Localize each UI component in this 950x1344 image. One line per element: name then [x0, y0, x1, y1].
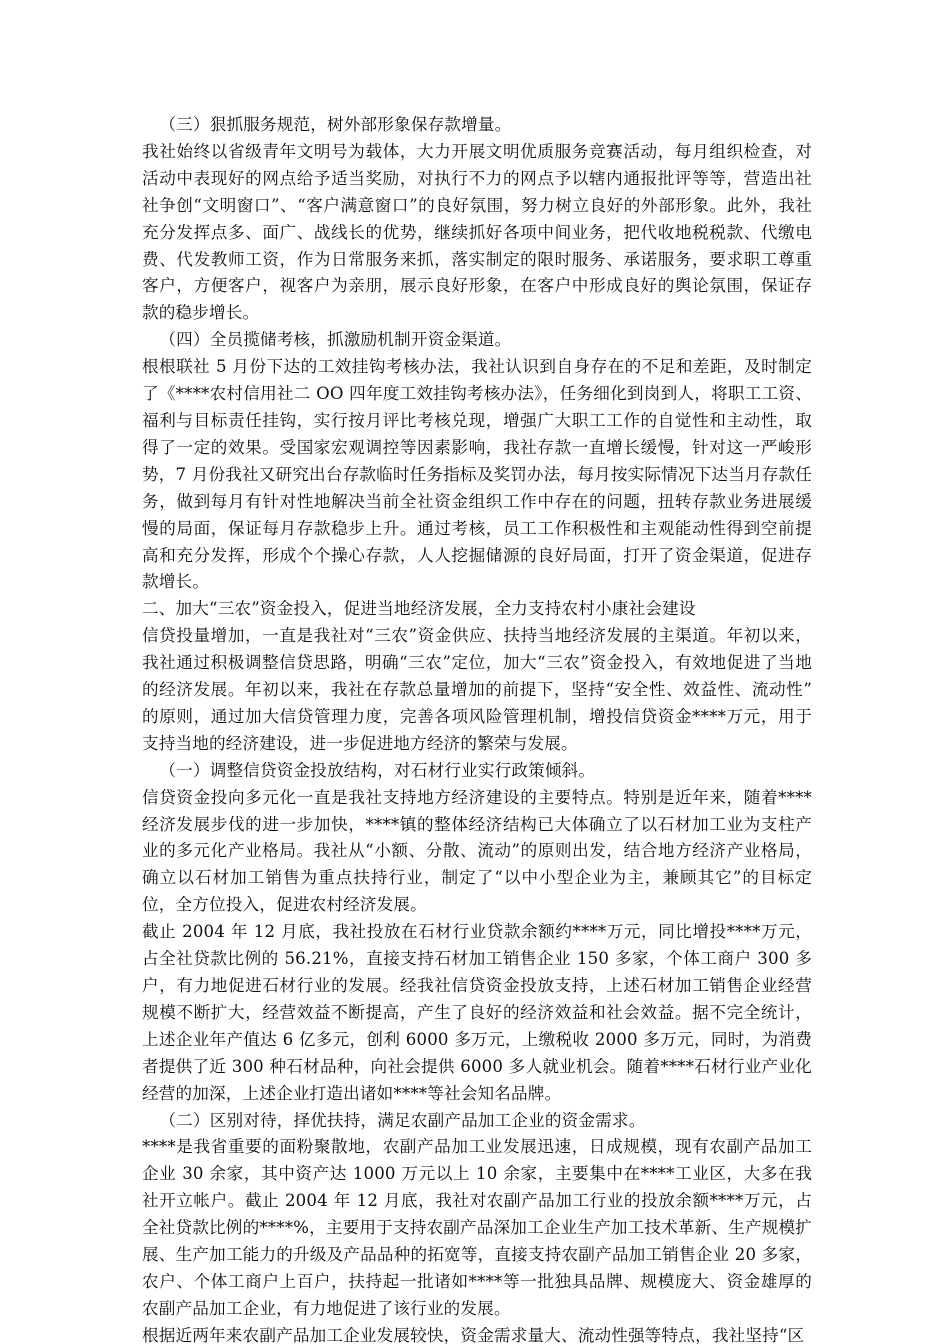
paragraph-heading-section-2: 二、加大“三农”资金投入，促进当地经济发展，全力支持农村小康社会建设 — [142, 599, 696, 619]
paragraph-body-2-2-continued: 根据近两年来农副产品加工企业发展较快，资金需求量大、流动性强等特点，我社坚持“区 — [142, 1325, 805, 1344]
paragraph-body-2-1: 信贷资金投向多元化一直是我社支持地方经济建设的主要特点。特别是近年来，随着****经济发展步伐的进一步加快，****镇的整体经济结构已大体确立了以石材加工业为支柱产业的多元化产业格局。我社从“小额、分散、流动”的原则出发，结合地方经济产业格局，确立以石材加工销售为重点扶持行业，制定了“以中小型企业为主，兼顾其它”的目标定位，全方位投入，促进农村经济发展。 — [142, 787, 812, 915]
paragraph-heading-4: （四）全员揽储考核，抓激励机制开资金渠道。 — [159, 330, 512, 350]
paragraph-heading-2-1: （一）调整信贷资金投放结构，对石材行业实行政策倾斜。 — [159, 760, 596, 780]
paragraph-body-2-1-stats: 截止 2004 年 12 月底，我社投放在石材行业贷款余额约****万元，同比增投****万元，占全社贷款比例的 56.21%，直接支持石材加工销售企业 150 多家，个体工商户 300 多户，有力地促进石材行业的发展。经我社信贷资金投放支持，上述石材加工销售企业经营规模不断扩大，经营效益不断提高，产生了良好的经济效益和社会效益。据不完全统计，上述企业年产值达 6 亿多元，创利 6000 多万元，上缴税收 2000 多万元，同时，为消费者提供了近 300 种石材品种，向社会提供 6000 多人就业机会。随着****石材行业产业化经营的加深，上述企业打造出诸如****等社会知名品牌。 — [142, 922, 812, 1103]
paragraph-heading-2-2: （二）区别对待，择优扶持，满足农副产品加工企业的资金需求。 — [159, 1110, 646, 1130]
document-text-body — [142, 112, 812, 1344]
paragraph-body-4: 根根联社 5 月份下达的工效挂钩考核办法，我社认识到自身存在的不足和差距，及时制定了《****农村信用社二 OO 四年度工效挂钩考核办法》，任务细化到岗到人，将职工工资、福利与目标责任挂钩，实行按月评比考核兑现，增强广大职工工作的自觉性和主动性，取得了一定的效果。受国家宏观调控等因素影响，我社存款一直增长缓慢，针对这一严峻形势，7 月份我社又研究出台存款临时任务指标及奖罚办法，每月按实际情况下达当月存款任务，做到每月有针对性地解决当前全社资金组织工作中存在的问题，扭转存款业务进展缓慢的局面，保证每月存款稳步上升。通过考核，员工工作积极性和主观能动性得到空前提高和充分发挥，形成个个操心存款，人人挖掘储源的良好局面，打开了资金渠道，促进存款增长。 — [142, 357, 812, 592]
paragraph-body-3: 我社始终以省级青年文明号为载体，大力开展文明优质服务竞赛活动，每月组织检查，对活动中表现好的网点给予适当奖励，对执行不力的网点予以辖内通报批评等等，营造出社社争创“文明窗口”、“客户满意窗口”的良好氛围，努力树立良好的外部形象。此外，我社充分发挥点多、面广、战线长的优势，继续抓好各项中间业务，把代收地税税款、代缴电费、代发教师工资，作为日常服务来抓，落实制定的限时服务、承诺服务，要求职工尊重客户，方便客户，视客户为亲朋，展示良好形象，在客户中形成良好的舆论氛围，保证存款的稳步增长。 — [142, 141, 812, 323]
paragraph-body-2-2: ****是我省重要的面粉聚散地，农副产品加工业发展迅速，日成规模，现有农副产品加工企业 30 余家，其中资产达 1000 万元以上 10 余家，主要集中在****工业区，大多在我社开立帐户。截止 2004 年 12 月底，我社对农副产品加工行业的投放余额****万元，占全社贷款比例的****%，主要用于支持农副产品深加工企业生产加工技术革新、生产规模扩展、生产加工能力的升级及产品品种的拓宽等，直接支持农副产品加工销售企业 20 多家，农户、个体工商户上百户，扶持起一批诸如****等一批独具品牌、规模庞大、资金雄厚的农副产品加工企业，有力地促进了该行业的发展。 — [142, 1137, 812, 1318]
paragraph-body-section-2: 信贷投量增加，一直是我社对“三农”资金供应、扶持当地经济发展的主渠道。年初以来，我社通过积极调整信贷思路，明确“三农”定位，加大“三农”资金投入，有效地促进了当地的经济发展。年初以来，我社在存款总量增加的前提下，坚持“安全性、效益性、流动性”的原则，通过加大信贷管理力度，完善各项风险管理机制，增投信贷资金****万元，用于支持当地的经济建设，进一步促进地方经济的繁荣与发展。 — [142, 626, 812, 753]
paragraph-heading-3: （三）狠抓服务规范，树外部形象保存款增量。 — [159, 115, 512, 134]
